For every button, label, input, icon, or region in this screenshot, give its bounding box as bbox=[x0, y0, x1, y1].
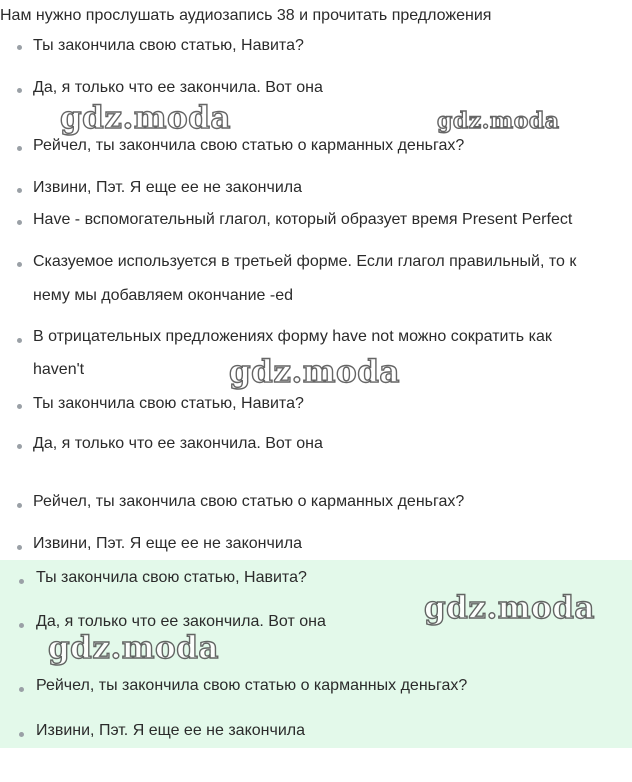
list-item: Извини, Пэт. Я еще ее не закончила bbox=[36, 722, 305, 739]
bullet-icon bbox=[17, 444, 22, 449]
watermark-logo: gdz.moda bbox=[229, 354, 400, 390]
watermark-logo: gdz.moda bbox=[48, 630, 219, 666]
list-item: Да, я только что ее закончила. Вот она bbox=[33, 79, 323, 96]
watermark-logo: gdz.moda bbox=[437, 108, 560, 134]
watermark-logo: gdz.moda bbox=[60, 100, 231, 136]
header-text: Нам нужно прослушать аудиозапись 38 и прочитать предложения bbox=[0, 7, 492, 24]
list-item: Have - вспомогательный глагол, который образует время Present Perfect bbox=[33, 211, 573, 228]
list-item: В отрицательных предложениях форму have not можно сократить как bbox=[33, 328, 552, 345]
list-item: Ты закончила свою статью, Навита? bbox=[33, 395, 304, 412]
list-item: Извини, Пэт. Я еще ее не закончила bbox=[33, 535, 302, 552]
list-item-continuation: нему мы добавляем окончание -ed bbox=[33, 287, 293, 304]
bullet-icon bbox=[17, 262, 22, 267]
bullet-icon bbox=[17, 188, 22, 193]
bullet-icon bbox=[17, 146, 22, 151]
bullet-icon bbox=[17, 404, 22, 409]
bullet-icon bbox=[17, 88, 22, 93]
bullet-icon bbox=[17, 338, 22, 343]
list-item: Сказуемое используется в третьей форме. Если глагол правильный, то к bbox=[33, 253, 577, 270]
list-item: Рейчел, ты закончила свою статью о карманных деньгах? bbox=[36, 677, 468, 694]
bullet-icon bbox=[19, 579, 24, 584]
bullet-icon bbox=[17, 220, 22, 225]
list-item: Рейчел, ты закончила свою статью о карманных деньгах? bbox=[33, 137, 465, 154]
bullet-icon bbox=[19, 623, 24, 628]
list-item: Ты закончила свою статью, Навита? bbox=[33, 37, 304, 54]
list-item: Ты закончила свою статью, Навита? bbox=[36, 569, 307, 586]
list-item: Рейчел, ты закончила свою статью о карманных деньгах? bbox=[33, 493, 465, 510]
list-item-continuation: haven't bbox=[33, 361, 85, 378]
bullet-icon bbox=[19, 732, 24, 737]
bullet-icon bbox=[17, 45, 22, 50]
list-item: Извини, Пэт. Я еще ее не закончила bbox=[33, 179, 302, 196]
bullet-icon bbox=[17, 503, 22, 508]
bullet-icon bbox=[17, 545, 22, 550]
list-item: Да, я только что ее закончила. Вот она bbox=[33, 435, 323, 452]
list-item: Да, я только что ее закончила. Вот она bbox=[36, 613, 326, 630]
watermark-logo: gdz.moda bbox=[424, 590, 595, 626]
bullet-icon bbox=[19, 687, 24, 692]
